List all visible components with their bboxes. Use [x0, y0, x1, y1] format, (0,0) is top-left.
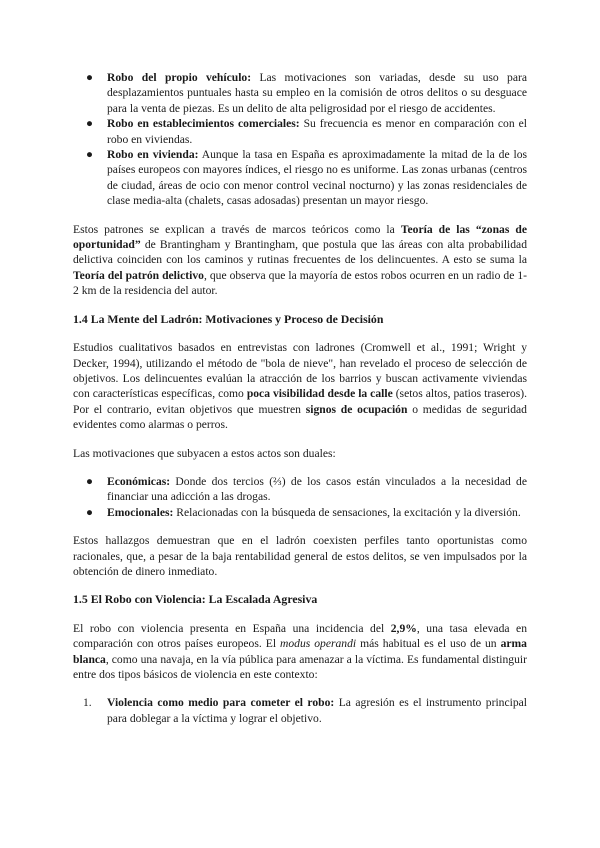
bullet-icon: ● — [86, 117, 94, 131]
bullet-icon: ● — [86, 148, 94, 162]
list-item — [73, 147, 527, 209]
crime-types-list — [73, 70, 527, 209]
item-number: 1. — [83, 696, 92, 710]
bullet-icon: ● — [86, 505, 94, 519]
text-run: El robo con violencia presenta en España una incidencia del — [73, 621, 391, 635]
item-title: Económicas: — [107, 474, 171, 488]
bold-run: Teoría del patrón delictivo — [73, 268, 204, 282]
list-item — [73, 474, 527, 505]
item-title: Robo del propio vehículo: — [107, 71, 252, 84]
text-run: , que observa que la mayoría de estos robos ocurren en un radio de 1-2 km de la residencia del autor. — [73, 268, 528, 298]
item-title: Robo en establecimientos comerciales: — [107, 117, 300, 131]
bullet-icon: ● — [86, 474, 94, 488]
paragraph-motivations-intro: Las motivaciones que subyacen a estos actos son duales: — [73, 446, 336, 460]
paragraph-patterns — [73, 222, 527, 299]
bold-run: Teoría de las “zonas de oportunidad” — [73, 222, 527, 252]
text-run: más habitual es el uso de un — [356, 637, 501, 651]
item-text: Relacionadas con la búsqueda de sensaciones, la excitación y la diversión. — [173, 505, 521, 519]
item-text: La agresión es el instrumento principal para doblegar a la víctima y lograr el objetivo. — [107, 696, 527, 725]
item-title: Robo en vivienda: — [107, 148, 199, 162]
list-item — [73, 70, 527, 116]
list-item — [73, 695, 527, 726]
paragraph-studies — [73, 340, 527, 432]
text-run: o medidas de seguridad evidentes como alarmas o perros. — [73, 402, 527, 432]
bullet-icon: ● — [86, 71, 94, 84]
text-run: , como una navaja, en la vía pública para amenazar a la víctima. Es fundamental distinguir entre dos tipos básicos de violencia en este contexto: — [73, 652, 527, 681]
item-title: Violencia como medio para cometer el robo: — [107, 696, 335, 710]
section-heading-1-4: 1.4 La Mente del Ladrón: Motivaciones y Proceso de Decisión — [73, 311, 384, 326]
item-title: Emocionales: — [107, 505, 174, 519]
item-text: Aunque la tasa en España es aproximadamente la mitad de la de los países europeos con mayores índices, el riesgo no es uniforme. Las zonas urbanas (centros de ciudad, áreas de ocio con menor control vecinal nocturno) y las zonas residenciales de clase media-alta (chalets, casas adosadas) presentan un mayor riesgo. — [107, 148, 527, 208]
section-heading-1-5: 1.5 El Robo con Violencia: La Escalada Agresiva — [73, 592, 318, 607]
text-run: (setos altos, patios traseros). Por el contrario, evitan objetivos que muestren — [73, 387, 527, 416]
motivations-list — [73, 474, 527, 520]
list-item — [73, 505, 527, 520]
bold-run: signos de ocupación — [305, 402, 408, 416]
italic-run: modus operandi — [280, 637, 357, 651]
text-run: Estudios cualitativos basados en entrevistas con ladrones (Cromwell et al., 1991; Wright y Decker, 1994), utilizando el método de "bola de nieve", han revelado el proceso de selección de objetivos. Los delincuentes evalúan la atracción de los barrios y buscan activamente viviendas con características específicas, como — [73, 341, 527, 401]
list-item — [73, 116, 527, 147]
violence-types-list — [73, 695, 527, 726]
item-text: Donde dos tercios (⅔) de los casos están vinculados a la necesidad de financiar una adicción a las drogas. — [107, 474, 527, 504]
item-text: Las motivaciones son variadas, desde su uso para desplazamientos puntuales hasta su empleo en la comisión de otros delitos o su desguace para la venta de piezas. Es un delito de alta peligrosidad por el riesgo de accidentes. — [107, 71, 527, 115]
paragraph-findings: Estos hallazgos demuestran que en el ladrón coexisten perfiles tanto oportunistas como racionales, que, a pesar de la baja rentabilidad general de estos delitos, se ven impulsados por la obtención de dinero inmediato. — [73, 534, 527, 578]
bold-run: poca visibilidad desde la calle — [246, 387, 393, 401]
text-run: , una tasa elevada en comparación con otros países europeos. El — [73, 621, 527, 651]
bold-run: arma blanca — [73, 637, 527, 666]
text-run: de Brantingham y Brantingham, que postula que las áreas con alta probabilidad delictiva coinciden con los caminos y rutinas frecuentes de los delincuentes. A esto se suma la — [73, 238, 527, 267]
bold-run: 2,9% — [390, 621, 417, 635]
paragraph-violence — [73, 621, 527, 683]
item-text: Su frecuencia es menor en comparación con el robo en viviendas. — [107, 117, 527, 146]
text-run: Estos patrones se explican a través de marcos teóricos como la — [73, 222, 401, 236]
